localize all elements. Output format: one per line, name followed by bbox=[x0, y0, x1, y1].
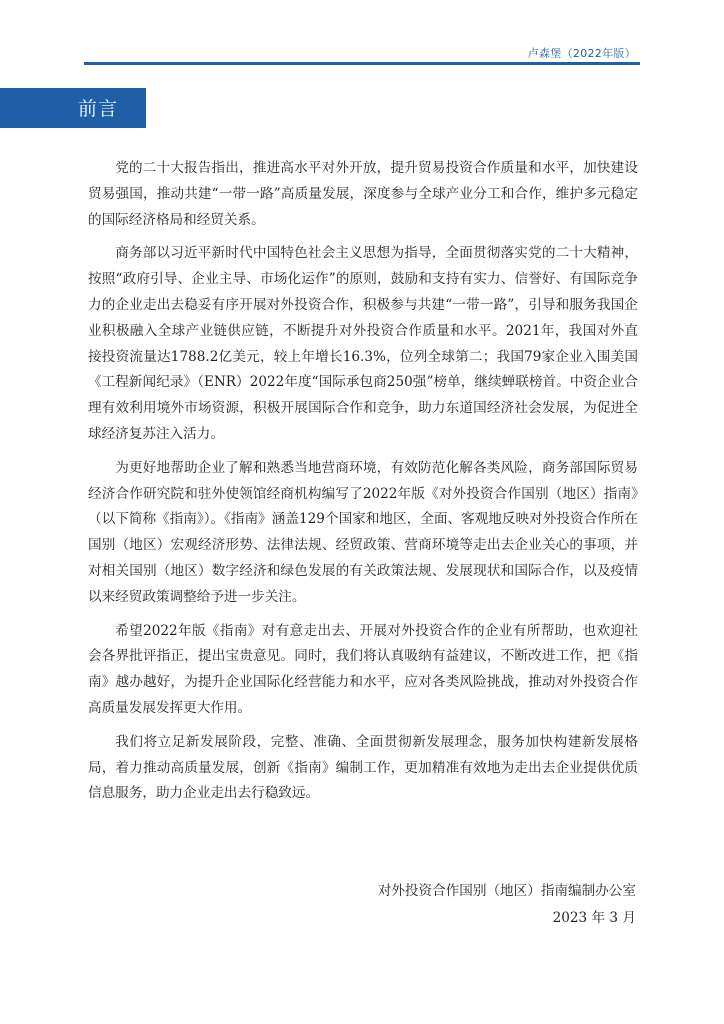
paragraph: 党的二十大报告指出，推进高水平对外开放，提升贸易投资合作质量和水平，加快建设贸易强国，推动共建“一带一路”高质量发展，深度参与全球产业分工和合作，维护多元稳定的国际经济格局和经贸关系。 bbox=[88, 160, 638, 228]
section-title-banner bbox=[0, 88, 146, 128]
paragraph: 为更好地帮助企业了解和熟悉当地营商环境，有效防范化解各类风险，商务部国际贸易经济合作研究院和驻外使领馆经商机构编写了2022年版《对外投资合作国别（地区）指南》（以下简称《指南》）。《指南》涵盖129个国家和地区，全面、客观地反映对外投资合作所在国别（地区）宏观经济形势、法律法规、经贸政策、营商环境等走出去企业关心的事项，并对相关国别（地区）数字经济和绿色发展的有关政策法规、发展现状和国际合作，以及疫情以来经贸政策调整给予进一步关注。 bbox=[88, 459, 638, 605]
section-title: 前言 bbox=[78, 98, 119, 120]
running-header: 卢森堡（2022年版） bbox=[527, 47, 636, 60]
paragraph: 我们将立足新发展阶段，完整、准确、全面贯彻新发展理念，服务加快构建新发展格局，着力推动高质量发展，创新《指南》编制工作，更加精准有效地为走出去企业提供优质信息服务，助力企业走出去行稳致远。 bbox=[88, 733, 638, 802]
preface-body bbox=[88, 156, 638, 815]
paragraph: 商务部以习近平新时代中国特色社会主义思想为指导，全面贯彻落实党的二十大精神，按照“政府引导、企业主导、市场化运作”的原则，鼓励和支持有实力、信誉好、有国际竞争力的企业走出去稳妥有序开展对外投资合作，积极参与共建“一带一路”，引导和服务我国企业积极融入全球产业链供应链，不断提升对外投资合作质量和水平。2021年，我国对外直接投资流量达1788.2亿美元，较上年增长16.3%，位列全球第二；我国79家企业入围美国《工程新闻纪录》（ENR）2022年度“国际承包商250强”榜单，继续蝉联榜首。中资企业合理有效利用境外市场资源，积极开展国际合作和竞争，助力东道国经济社会发展，为促进全球经济复苏注入活力。 bbox=[88, 245, 638, 442]
header-divider bbox=[84, 62, 640, 65]
signature-date: 2023 年 3 月 bbox=[552, 910, 636, 926]
paragraph: 希望2022年版《指南》对有意走出去、开展对外投资合作的企业有所帮助，也欢迎社会各界批评指正，提出宝贵意见。同时，我们将认真吸纳有益建议，不断改进工作，把《指南》越办越好，为提升企业国际化经营能力和水平，应对各类风险挑战，推动对外投资合作高质量发展发挥更大作用。 bbox=[88, 622, 638, 716]
signature-organization: 对外投资合作国别（地区）指南编制办公室 bbox=[377, 883, 636, 899]
signature-block bbox=[378, 878, 636, 932]
